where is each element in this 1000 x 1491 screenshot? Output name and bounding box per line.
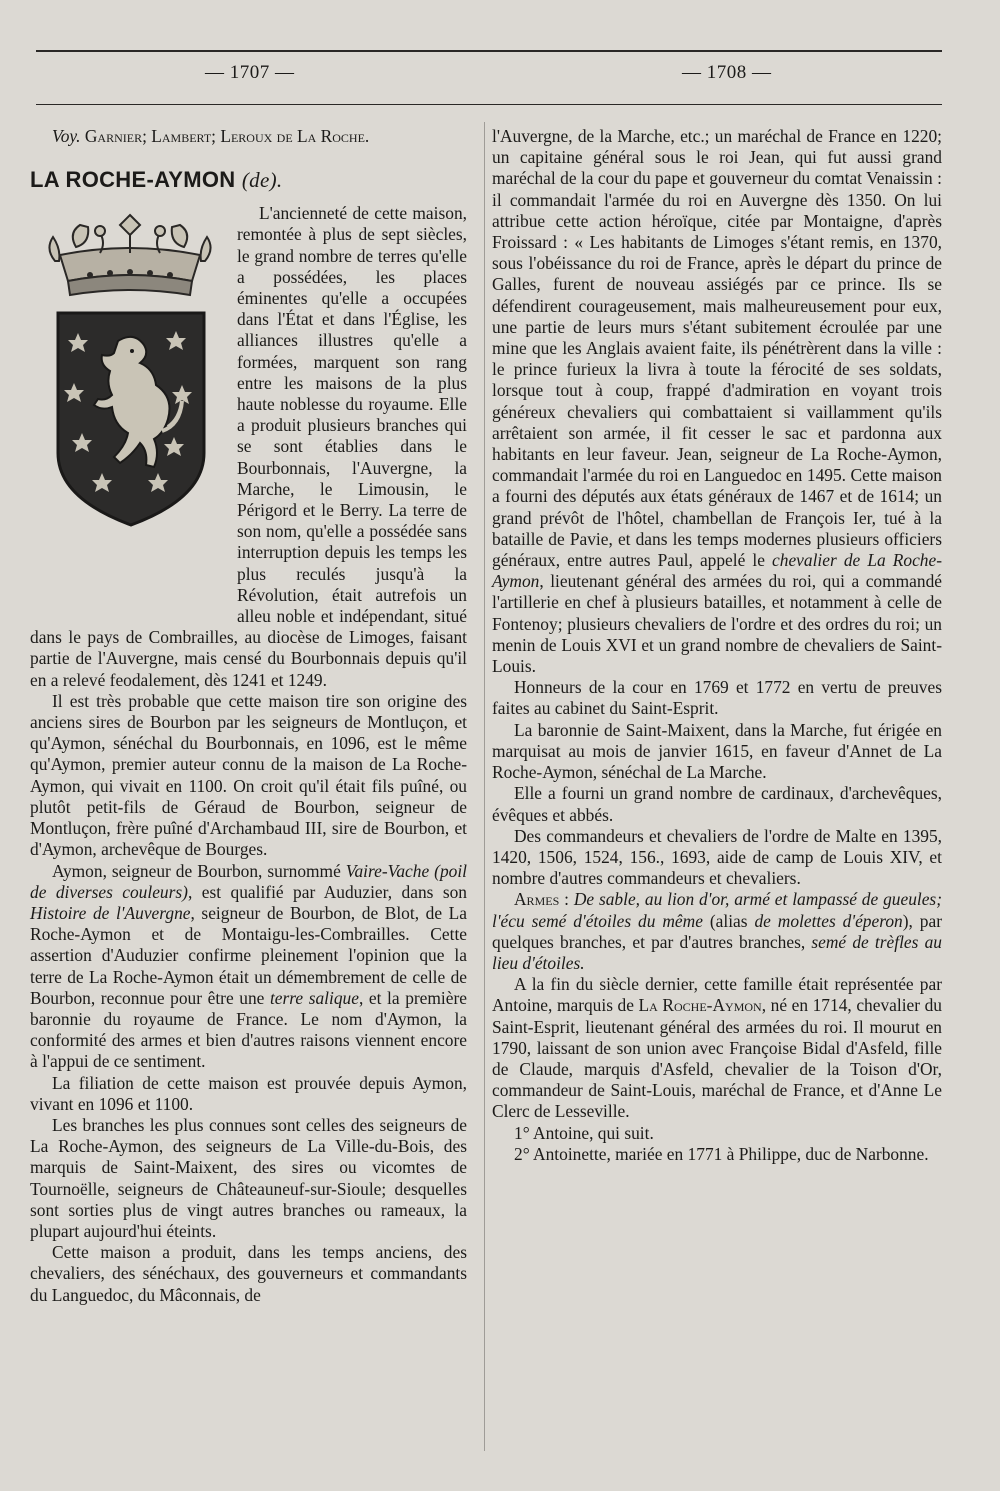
coat-of-arms-svg bbox=[30, 203, 225, 603]
see-also-refs: Garnier; Lambert; Leroux de La Roche. bbox=[84, 126, 370, 146]
column-divider bbox=[484, 122, 485, 1451]
left-paragraph-6: Cette maison a produit, dans les temps anciens, des chevaliers, des sénéchaux, des gouverneurs et commandants du Languedoc, du Mâconnais, de bbox=[30, 1242, 467, 1305]
right-paragraph-2: Honneurs de la cour en 1769 et 1772 en vertu de preuves faites au cabinet du Saint-Esprit. bbox=[492, 677, 942, 719]
entry-name: LA ROCHE-AYMON bbox=[30, 167, 236, 193]
left-paragraph-5: Les branches les plus connues sont celles des seigneurs de La Roche-Aymon, des seigneurs de La Ville-du-Bois, des marquis de Saint-Maixent, des sires ou vicomtes de Tournoëlle, seigneurs de Châteauneuf-sur-Sioule; desquelles sont sorties plus de vingt autres branches ou rameaux, la plupart aujourd'hui éteints. bbox=[30, 1114, 467, 1241]
left-paragraph-2: Il est très probable que cette maison tire son origine des anciens sires de Bourbon par les seigneurs de Montluçon, et qu'Aymon, sénéchal du Bourbonnais, en 1096, est le même qu'Aymon, premier auteur connu de la maison de La Roche-Aymon, qui vivait en 1100. On croit qu'il était fils puîné, ou plutôt petit-fils de Géraud de Bourbon, seigneur de Montluçon, frère puîné d'Archambaud III, sire de Bourbon, et d'Aymon, archevêque de Bourges. bbox=[30, 690, 467, 860]
coat-of-arms bbox=[30, 203, 225, 603]
shield-lion-rampant-icon bbox=[58, 313, 204, 525]
genealogy-item-2: 2° Antoinette, mariée en 1771 à Philippe, duc de Narbonne. bbox=[514, 1143, 929, 1164]
left-paragraph-4: La filiation de cette maison est prouvée depuis Aymon, vivant en 1096 et 1100. bbox=[30, 1072, 467, 1114]
genealogy-item-1: 1° Antoine, qui suit. bbox=[514, 1122, 654, 1143]
right-paragraph-1: l'Auvergne, de la Marche, etc.; un maréchal de France en 1220; un capitaine général sous le roi Jean, qui fut aussi grand maréchal de la cour du pape et gouverneur du comtat Venaissin : il commandait l'armée du roi en Auvergne dès 1350. On lui attribue cette action héroïque, citée par Montaigne, d'après Froissard : « Les habitants de Limoges s'étant remis, en 1370, sous l'obéissance du roi de France, après le départ du prince de Galles, furent de nouveau assiégés par ce prince. Ils se défendirent courageusement, mais malheureusement pour eux, une partie de leurs murs s'étant subitement écroulée par une mine que les Anglais avaient faite, ils pénétrèrent dans la ville : le prince furieux la livra à toute la férocité de ses soldats, lorsque tout à coup, frappé d'admiration en voyant trois généreux chevaliers qui combattaient si vaillamment qu'ils arrêtaient son armée, il fit cesser le sac et pardonna aux habitants en leur faveur. Jean, seigneur de La Roche-Aymon, commandait l'armée du roi en Languedoc en 1495. Cette maison a fourni des députés aux états généraux de 1467 et de 1614; un grand prévôt de l'hôtel, chambellan de François Ier, tué à la bataille de Pavie, et dans les temps modernes plusieurs officiers généraux, entre autres Paul, appelé le chevalier de La Roche-Aymon, lieutenant général des armées du roi, qui a commandé l'artillerie en chef à plusieurs batailles, et notamment à celle de Fontenoy; plusieurs chevaliers de l'ordre et des ordres du roi; un menin de Louis XVI et un grand nombre de chevaliers de Saint-Louis. bbox=[492, 126, 943, 677]
right-paragraph-3: La baronnie de Saint-Maixent, dans la Marche, fut érigée en marquisat au mois de janvier 1615, en faveur d'Annet de La Roche-Aymon, sénéchal de La Marche. bbox=[492, 719, 942, 783]
arms-label: Armes : bbox=[514, 889, 569, 910]
right-paragraph-4: Elle a fourni un grand nombre de cardinaux, d'archevêques, évêques et abbés. bbox=[492, 783, 942, 825]
left-page-number: — 1707 — bbox=[205, 62, 295, 83]
entry-particle: (de). bbox=[241, 168, 283, 193]
left-column bbox=[30, 126, 467, 1306]
header-rule bbox=[36, 104, 942, 105]
right-page-number: — 1708 — bbox=[682, 62, 772, 83]
see-also-line bbox=[30, 126, 467, 147]
right-paragraph-5: Des commandeurs et chevaliers de l'ordre de Malte en 1395, 1420, 1506, 1524, 156., 1693, aide de camp de Louis XIV, et nombre d'autres commandeurs et chevaliers. bbox=[492, 825, 942, 889]
marquis-crown-icon bbox=[49, 215, 210, 295]
left-paragraph-3: Aymon, seigneur de Bourbon, surnommé Vaire-Vache (poil de diverses couleurs), est qualifié par Auduzier, dans son Histoire de l'Auvergne, seigneur de Bourbon, de Blot, de La Roche-Aymon et de Montaigu-les-Combrailles. Cette assertion d'Auduzier confirme pleinement l'opinion que la terre de La Roche-Aymon était un démembrement de celle de Bourbon, reconnue pour être une terre salique, et la première baronnie du royaume de France. Le nom d'Aymon, la conformité des armes et bien d'autres raisons viennent encore à l'appui de ce sentiment. bbox=[30, 860, 467, 1072]
right-column bbox=[492, 126, 942, 1165]
entry-heading bbox=[30, 167, 467, 193]
right-paragraph-6: A la fin du siècle dernier, cette famille était représentée par Antoine, marquis de La Roche-Aymon, né en 1714, chevalier du Saint-Esprit, lieutenant général des armées du roi. Il mourut en 1790, laissant de son union avec Françoise Bidal d'Asfeld, fille de Claude, marquis d'Asfeld, chevalier de la Toison d'Or, commandeur de Saint-Louis, maréchal de France, et d'Anne Le Clerc de Lesseville. bbox=[492, 974, 943, 1122]
left-paragraph-1: L'ancienneté de cette maison, remontée à plus de sept siècles, le grand nombre de terres qu'elle a possédées, les places éminentes qu'elle a occupées dans l'État et dans l'Église, les alliances illustres qu'elle a formées, marquent son rang entre les maisons de la plus haute noblesse du royaume. Elle a produit plusieurs branches qui se sont établies dans le Bourbonnais, l'Auvergne, la Marche, le Limousin, le Périgord et le Berry. La terre de son nom, qu'elle a possédée sans interruption depuis les temps les plus reculés jusqu'à la Révolution, était autrefois un alleu noble et indépendant, situé dans le pays de Combrailles, au diocèse de Limoges, faisant partie de l'Auvergne, mais censé du Bourbonnais depuis qu'il en a relevé feodalement, dès 1241 et 1249. bbox=[30, 203, 467, 690]
arms-blazon: Armes : De sable, au lion d'or, armé et lampassé de gueules; l'écu semé d'étoiles du même (alias de molettes d'éperon), par quelques branches, et par d'autres branches, semé de trèfles au lieu d'étoiles. bbox=[492, 889, 942, 973]
top-rule bbox=[36, 50, 942, 52]
see-also-prefix: Voy. bbox=[52, 126, 81, 146]
